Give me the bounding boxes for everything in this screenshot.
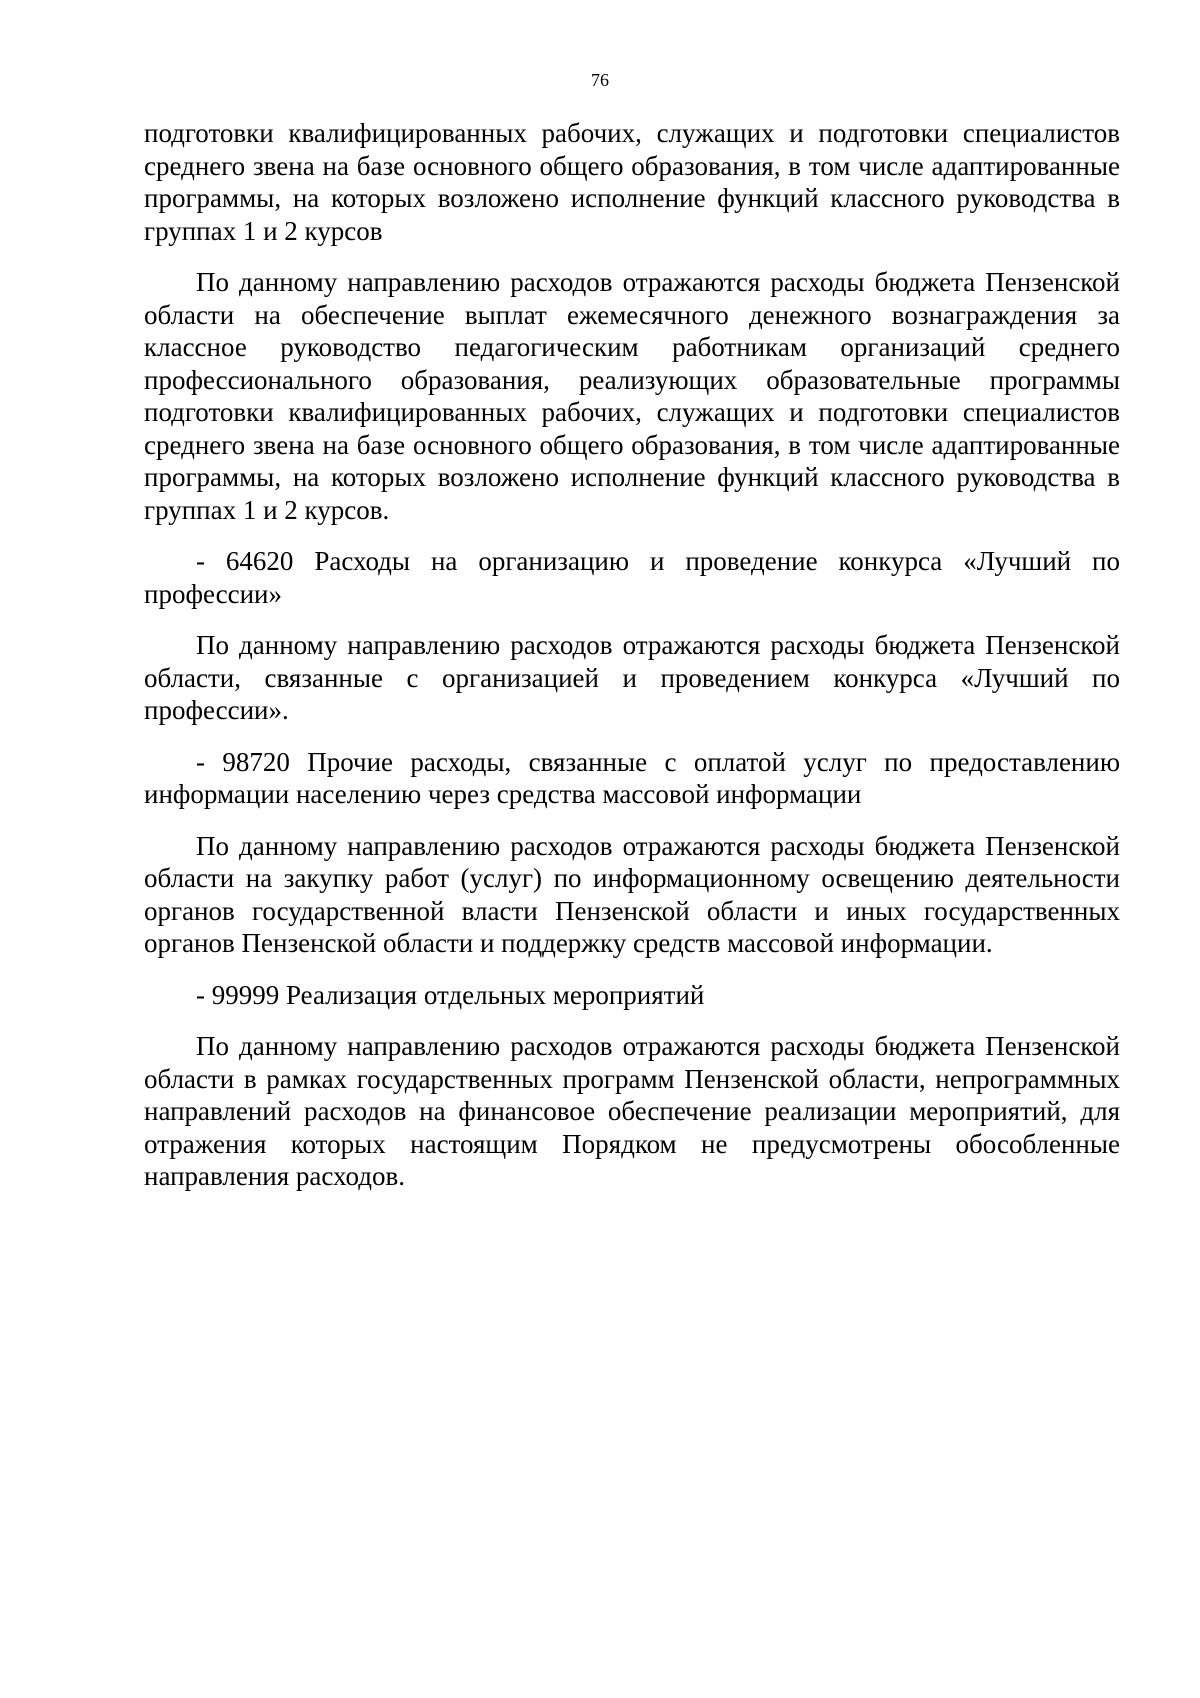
paragraph-expense-code: - 64620 Расходы на организацию и проведение конкурса «Лучший по профессии» bbox=[144, 546, 1120, 609]
paragraph-expense-code: - 99999 Реализация отдельных мероприятий bbox=[196, 979, 705, 1010]
document-body bbox=[144, 117, 1120, 1193]
paragraph-description: По данному направлению расходов отражаются расходы бюджета Пензенской области на закупку работ (услуг) по информационному освещению деятельности органов государственной власти Пензенской области и иных государственных органов Пензенской области и поддержку средств массовой информации. bbox=[144, 830, 1120, 958]
paragraph-expense-code: - 98720 Прочие расходы, связанные с оплатой услуг по предоставлению информации населению через средства массовой информации bbox=[144, 746, 1120, 809]
paragraph-continuation: подготовки квалифицированных рабочих, служащих и подготовки специалистов среднего звена на базе основного общего образования, в том числе адаптированные программы, на которых возложено исполнение функций классного руководства в группах 1 и 2 курсов bbox=[144, 118, 1120, 246]
page-number: 76 bbox=[591, 70, 609, 90]
paragraph-description: По данному направлению расходов отражаются расходы бюджета Пензенской области, связанные с организацией и проведением конкурса «Лучший по профессии». bbox=[144, 630, 1120, 725]
paragraph-description: По данному направлению расходов отражаются расходы бюджета Пензенской области в рамках государственных программ Пензенской области, непрограммных направлений расходов на финансовое обеспечение реализации мероприятий, для отражения которых настоящим Порядком не предусмотрены обособленные направления расходов. bbox=[144, 1031, 1120, 1191]
paragraph-description: По данному направлению расходов отражаются расходы бюджета Пензенской области на обеспечение выплат ежемесячного денежного вознаграждения за классное руководство педагогическим работникам организаций среднего профессионального образования, реализующих образовательные программы подготовки квалифицированных рабочих, служащих и подготовки специалистов среднего звена на базе основного общего образования, в том числе адаптированные программы, на которых возложено исполнение функций классного руководства в группах 1 и 2 курсов. bbox=[144, 267, 1120, 525]
